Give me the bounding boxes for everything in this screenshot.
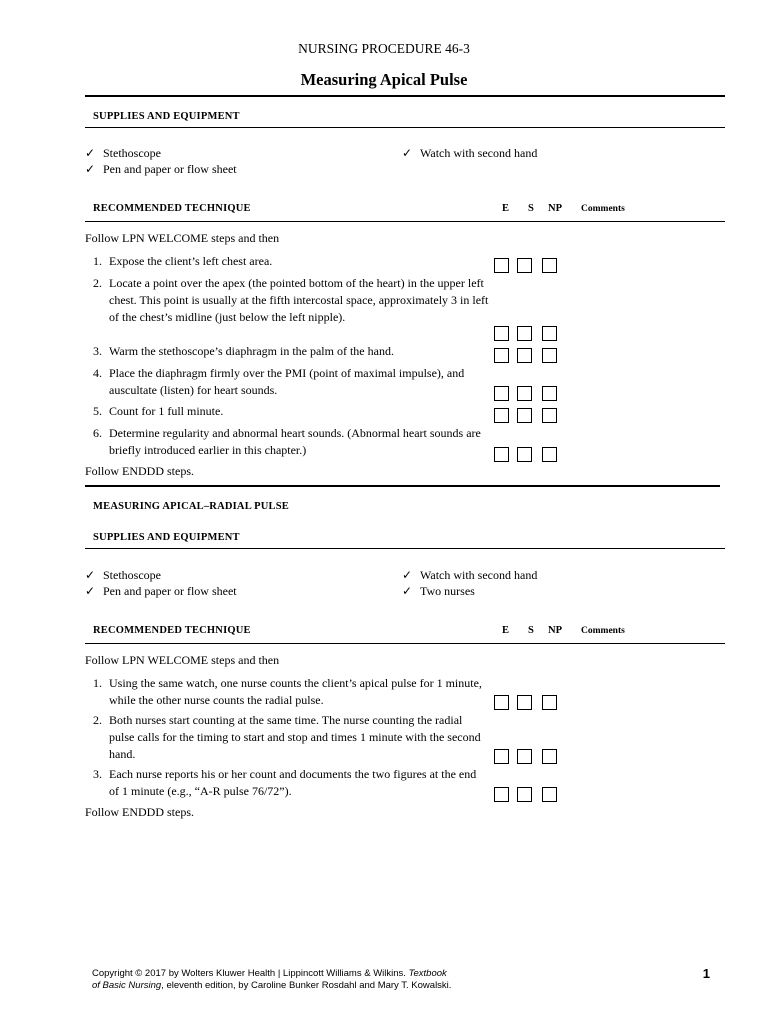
procedure-step — [85, 712, 490, 763]
book-title: Textbook — [408, 968, 447, 979]
checkmark-icon: ✓ — [402, 568, 413, 582]
supply-item — [85, 568, 161, 583]
checkmark-icon: ✓ — [402, 146, 413, 160]
np-checkbox[interactable] — [542, 787, 557, 802]
column-comments-header: Comments — [581, 204, 625, 214]
page-title: Measuring Apical Pulse — [300, 70, 468, 89]
supply-label: Stethoscope — [103, 146, 161, 160]
technique-divider — [85, 643, 725, 644]
section-divider — [85, 485, 720, 487]
e-checkbox[interactable] — [494, 258, 509, 273]
s-checkbox[interactable] — [517, 348, 532, 363]
copyright-prefix: Copyright © 2017 by Wolters Kluwer Health | Lippincott Williams & Wilkins. — [92, 968, 409, 979]
s-checkbox[interactable] — [517, 447, 532, 462]
outro-text: Follow ENDDD steps. — [85, 464, 195, 478]
step-number: 3. — [93, 344, 102, 358]
s-checkbox[interactable] — [517, 749, 532, 764]
e-checkbox[interactable] — [494, 386, 509, 401]
supply-item — [85, 584, 237, 599]
copyright-notice — [92, 968, 512, 991]
step-text: Both nurses start counting at the same time. The nurse counting the radial pulse calls for the timing to start and stop and times 1 minute with the second hand. — [109, 713, 481, 761]
step-text: Expose the client’s left chest area. — [109, 254, 273, 268]
supply-label: Watch with second hand — [420, 146, 538, 160]
step-text: Locate a point over the apex (the pointed bottom of the heart) in the upper left chest. This point is usually at the fifth intercostal space, approximately 3 in left of the chest’s midline (just below the left nipple). — [109, 276, 489, 324]
supplies-heading: SUPPLIES AND EQUIPMENT — [93, 532, 240, 543]
step-number: 1. — [93, 676, 102, 690]
procedure-step — [85, 365, 490, 399]
s-checkbox[interactable] — [517, 408, 532, 423]
supplies-heading: SUPPLIES AND EQUIPMENT — [93, 111, 240, 122]
procedure-number: NURSING PROCEDURE 46-3 — [298, 41, 470, 56]
e-checkbox[interactable] — [494, 408, 509, 423]
step-text: Each nurse reports his or her count and documents the two figures at the end of 1 minute (e.g., “A-R pulse 76/72”). — [109, 767, 477, 798]
title-divider — [85, 95, 725, 97]
column-e-header: E — [502, 625, 510, 636]
supplies-divider — [85, 127, 725, 128]
procedure-step — [85, 425, 490, 459]
technique-heading: RECOMMENDED TECHNIQUE — [93, 203, 251, 214]
s-checkbox[interactable] — [517, 326, 532, 341]
step-text: Count for 1 full minute. — [109, 404, 224, 418]
technique-heading: RECOMMENDED TECHNIQUE — [93, 625, 251, 636]
np-checkbox[interactable] — [542, 408, 557, 423]
supply-item — [402, 146, 537, 161]
s-checkbox[interactable] — [517, 258, 532, 273]
supply-label: Pen and paper or flow sheet — [103, 162, 237, 176]
supply-label: Two nurses — [420, 584, 475, 598]
s-checkbox[interactable] — [517, 787, 532, 802]
intro-text: Follow LPN WELCOME steps and then — [85, 653, 280, 667]
copyright-suffix: , eleventh edition, by Caroline Bunker Rosdahl and Mary T. Kowalski. — [161, 979, 452, 991]
step-number: 2. — [93, 276, 102, 290]
procedure-step — [85, 275, 490, 326]
step-text: Determine regularity and abnormal heart sounds. (Abnormal heart sounds are briefly introduced earlier in this chapter.) — [109, 426, 481, 457]
step-number: 1. — [93, 254, 102, 268]
np-checkbox[interactable] — [542, 695, 557, 710]
np-checkbox[interactable] — [542, 348, 557, 363]
checkmark-icon: ✓ — [85, 146, 96, 160]
np-checkbox[interactable] — [542, 447, 557, 462]
e-checkbox[interactable] — [494, 348, 509, 363]
procedure-step — [85, 766, 490, 800]
step-text: Using the same watch, one nurse counts the client’s apical pulse for 1 minute, while the other nurse counts the radial pulse. — [109, 676, 482, 707]
supply-item — [85, 162, 237, 177]
supplies-divider — [85, 548, 725, 549]
e-checkbox[interactable] — [494, 326, 509, 341]
supply-label: Stethoscope — [103, 568, 161, 582]
procedure-step — [85, 675, 490, 709]
step-number: 3. — [93, 767, 102, 781]
e-checkbox[interactable] — [494, 447, 509, 462]
section-heading: MEASURING APICAL–RADIAL PULSE — [93, 501, 289, 512]
s-checkbox[interactable] — [517, 386, 532, 401]
page-number: 1 — [702, 966, 710, 981]
checkmark-icon: ✓ — [85, 584, 96, 598]
step-number: 6. — [93, 426, 102, 440]
intro-text: Follow LPN WELCOME steps and then — [85, 231, 280, 245]
step-number: 5. — [93, 404, 102, 418]
checkmark-icon: ✓ — [85, 162, 96, 176]
checkmark-icon: ✓ — [402, 584, 413, 598]
np-checkbox[interactable] — [542, 386, 557, 401]
column-e-header: E — [502, 203, 510, 214]
supply-label: Pen and paper or flow sheet — [103, 584, 237, 598]
step-text: Place the diaphragm firmly over the PMI (point of maximal impulse), and auscultate (listen) for heart sounds. — [109, 366, 465, 397]
procedure-step — [85, 253, 490, 270]
procedure-step — [85, 343, 490, 360]
outro-text: Follow ENDDD steps. — [85, 805, 195, 819]
checkmark-icon: ✓ — [85, 568, 96, 582]
step-number: 2. — [93, 713, 102, 727]
supply-item — [85, 146, 161, 161]
e-checkbox[interactable] — [494, 787, 509, 802]
s-checkbox[interactable] — [517, 695, 532, 710]
column-np-header: NP — [548, 625, 562, 636]
np-checkbox[interactable] — [542, 258, 557, 273]
procedure-step — [85, 403, 490, 420]
column-s-header: S — [528, 203, 534, 214]
book-title-continued: of Basic Nursing — [92, 979, 162, 991]
step-text: Warm the stethoscope’s diaphragm in the palm of the hand. — [109, 344, 394, 358]
column-np-header: NP — [548, 203, 562, 214]
np-checkbox[interactable] — [542, 326, 557, 341]
np-checkbox[interactable] — [542, 749, 557, 764]
column-s-header: S — [528, 625, 534, 636]
e-checkbox[interactable] — [494, 749, 509, 764]
supply-item — [402, 568, 537, 583]
supply-item — [402, 584, 475, 599]
e-checkbox[interactable] — [494, 695, 509, 710]
supply-label: Watch with second hand — [420, 568, 538, 582]
technique-divider — [85, 221, 725, 222]
step-number: 4. — [93, 366, 102, 380]
column-comments-header: Comments — [581, 626, 625, 636]
